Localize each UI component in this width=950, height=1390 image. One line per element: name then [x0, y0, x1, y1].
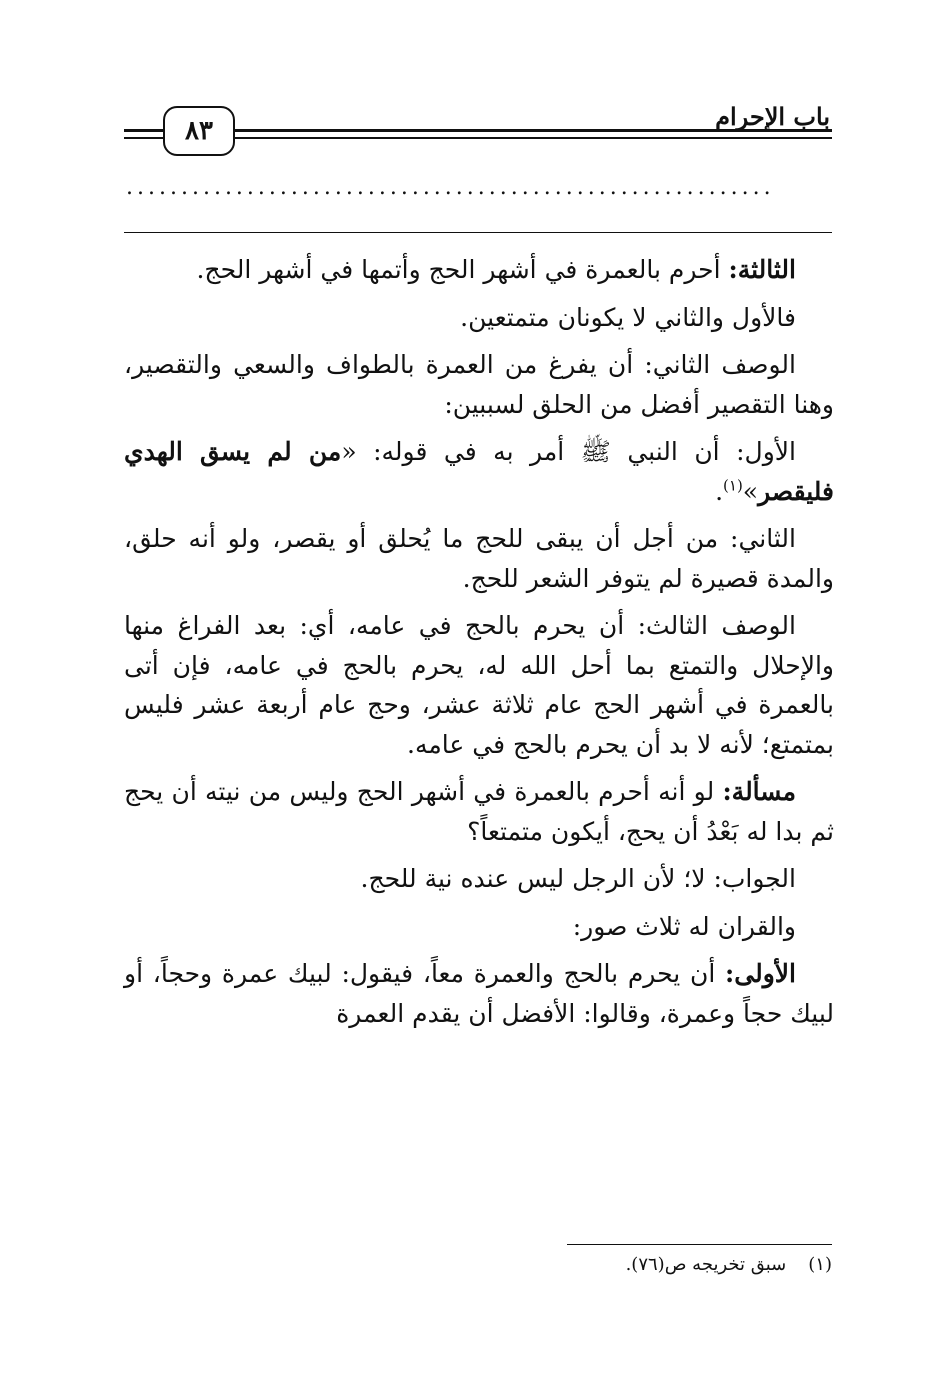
paragraph [124, 432, 834, 511]
paragraph-term: مسألة: [722, 777, 796, 806]
paragraph [124, 907, 834, 947]
paragraph-text: أن يحرم بالحج والعمرة معاً، فيقول: لبيك عمرة وحجاً، أو لبيك حجاً وعمرة، وقالوا: الأفضل أن يقدم العمرة [124, 959, 834, 1028]
paragraph [124, 606, 834, 764]
paragraph [124, 250, 834, 290]
hadith-quote: من لم يسق الهدي فليقصر [124, 437, 834, 506]
header-rule [124, 137, 164, 139]
footnote-number: (١) [808, 1254, 832, 1275]
page-number: ٨٣ [163, 106, 235, 156]
top-divider [124, 232, 832, 233]
quote-close: » [742, 476, 759, 506]
paragraph-text: الجواب: لا؛ لأن الرجل ليس عنده نية للحج. [360, 864, 796, 893]
dotted-separator: ........................................................... [126, 178, 775, 198]
paragraph-term: الأولى: [725, 959, 796, 988]
body-text [124, 250, 834, 1041]
paragraph-text: الوصف الثاني: أن يفرغ من العمرة بالطواف والسعي والتقصير، وهنا التقصير أفضل من الحلق لسببين: [124, 350, 834, 419]
paragraph [124, 772, 834, 851]
header-rule [124, 129, 164, 132]
paragraph-term: الثالثة: [728, 255, 796, 284]
footnote-text: سبق تخريجه ص(٧٦). [625, 1254, 787, 1275]
paragraph [124, 519, 834, 598]
footnote-rule [567, 1244, 832, 1245]
paragraph [124, 345, 834, 424]
header-rule [232, 137, 832, 139]
paragraph-text: أحرم بالعمرة في أشهر الحج وأتمها في أشهر الحج. [196, 255, 729, 284]
paragraph [124, 298, 834, 338]
paragraph-text: فالأول والثاني لا يكونان متمتعين. [460, 302, 796, 332]
footnote-ref: (١) [723, 476, 743, 495]
chapter-title: باب الإحرام [715, 102, 830, 131]
paragraph-text: لو أنه أحرم بالعمرة في أشهر الحج وليس من نيته أن يحج ثم بدا له بَعْدُ أن يحج، أيكون متمتعاً؟ [124, 777, 834, 846]
paragraph [124, 954, 834, 1033]
paragraph-text: الوصف الثالث: أن يحرم بالحج في عامه، أي: بعد الفراغ منها والإحلال والتمتع بما أحل الله له، يحرم بالحج في عامه، فإن أتى بالعمرة في أشهر الحج عام ثلاثة عشر، وحج عام أربعة عشر فليس بمتمتع؛ لأنه لا بد أن يحرم بالحج في عامه. [124, 611, 834, 759]
header-rule [232, 129, 832, 132]
paragraph-text: الأول: أن النبي ﷺ أمر به في قوله: « [341, 437, 796, 466]
paragraph-text: الثاني: من أجل أن يبقى للحج ما يُحلق أو يقصر، ولو أنه حلق، والمدة قصيرة لم يتوفر الشعر للحج. [124, 524, 834, 593]
paragraph-text: والقران له ثلاث صور: [572, 911, 796, 941]
paragraph-end: . [715, 476, 724, 506]
paragraph [124, 859, 834, 899]
footnote [332, 1252, 832, 1278]
